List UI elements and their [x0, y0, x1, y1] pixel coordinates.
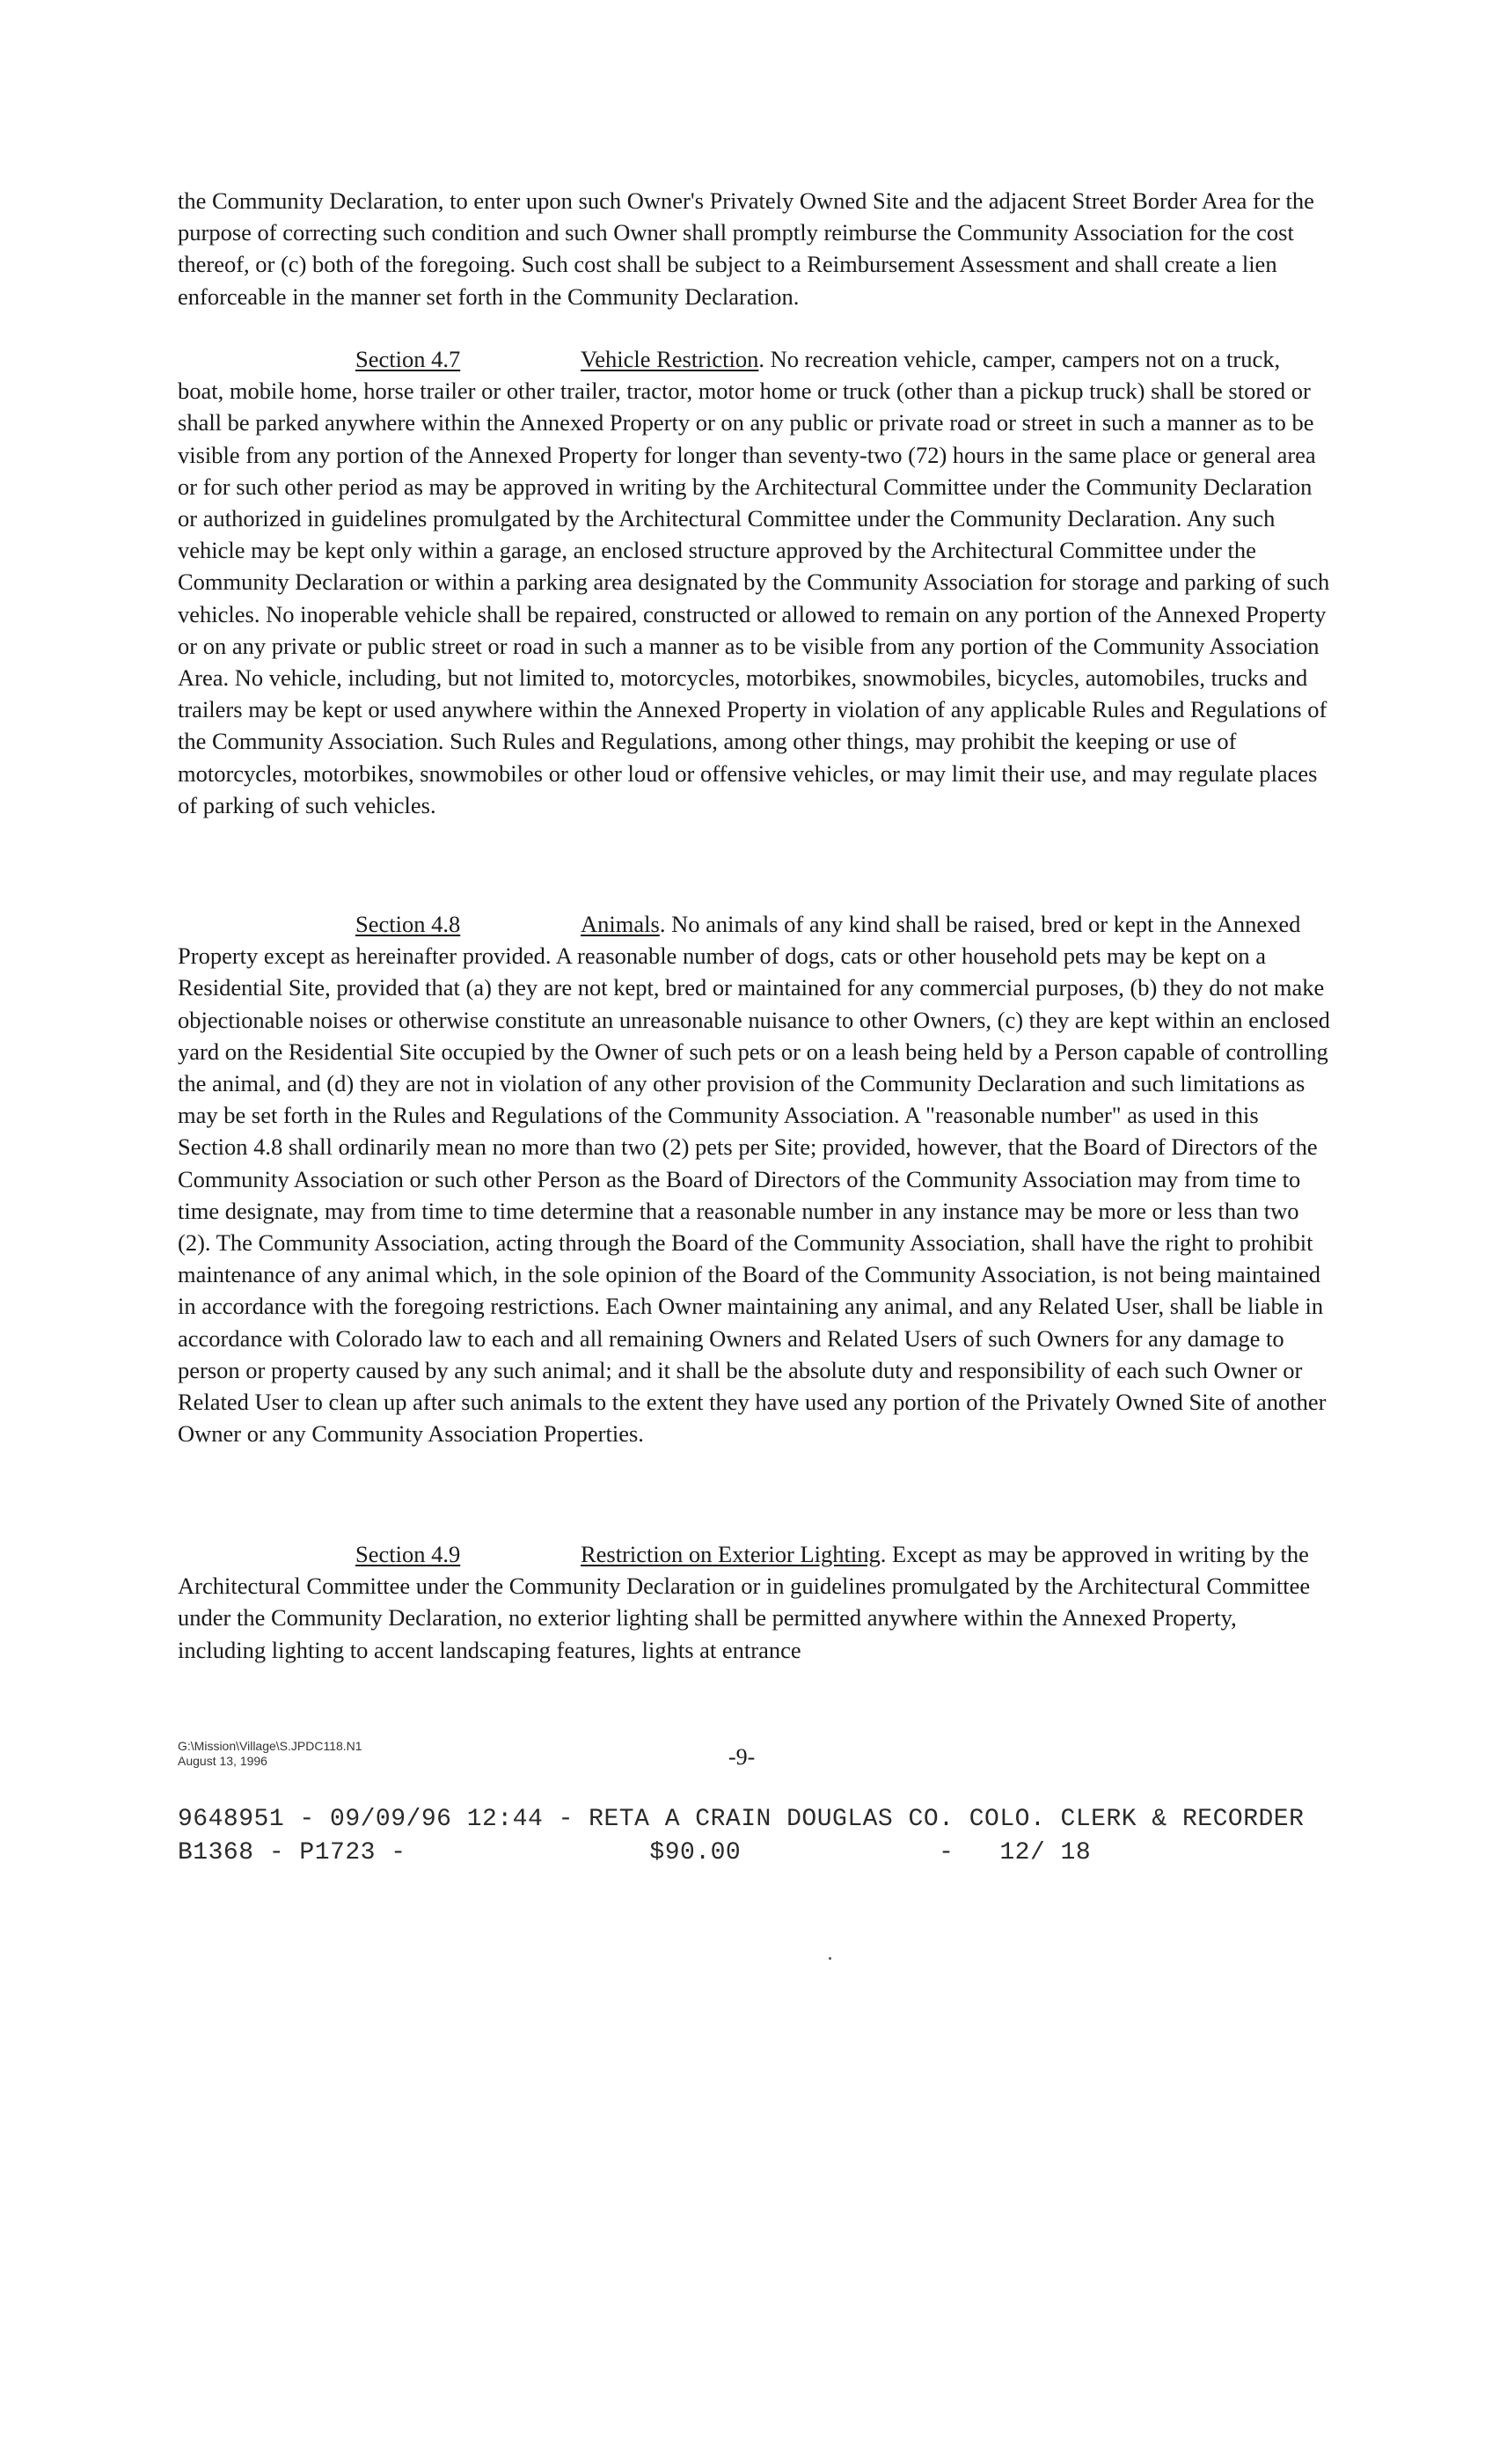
- intro-paragraph: the Community Declaration, to enter upon such Owner's Privately Owned Site and the adjacent Street Border Area for the purpose of correcting such condition and such Owner shall promptly reimburse the Community Association for the cost thereof, or (c) both of the foregoing. Such cost shall be subject to a Reimbursement Assessment and shall create a lien enforceable in the manner set forth in the Community Declaration.: [178, 187, 1314, 310]
- scan-speck: [829, 1957, 831, 1960]
- section-4-7-title: Vehicle Restriction: [581, 346, 759, 372]
- recorder-stamp-line-2: B1368 - P1723 - $90.00 - 12/ 18: [178, 1839, 1092, 1866]
- section-4-8-title: Animals: [581, 911, 660, 937]
- footer-file-info: [178, 1739, 362, 1769]
- page-number: -9-: [728, 1744, 756, 1770]
- section-4-7-number: Section 4.7: [355, 346, 461, 372]
- section-4-9-text: . Except as may be approved in writing by the Architectural Committee under the Community Declaration or in guidelines promulgated by the Architectural Committee under the Community Declaration, no exterior lighting shall be permitted anywhere within the Annexed Property, including lighting to accent landscaping features, lights at entrance: [178, 1541, 1311, 1663]
- footer-date: August 13, 1996: [178, 1754, 267, 1768]
- section-4-9-number: Section 4.9: [355, 1541, 461, 1567]
- footer-file-path: G:\Mission\Village\S.JPDC118.N1: [178, 1739, 362, 1753]
- section-4-8-paragraph: [178, 908, 1330, 1449]
- section-4-8-number: Section 4.8: [355, 911, 461, 937]
- section-4-9-paragraph: [178, 1538, 1330, 1666]
- section-4-7-paragraph: [178, 343, 1330, 821]
- section-4-8-text: . No animals of any kind shall be raised, bred or kept in the Annexed Property except as hereinafter provided. A reasonable number of dogs, cats or other household pets may be kept on a Residential Site, provided that (a) they are not kept, bred or maintained for any commercial purposes, (b) they do not make objectionable noises or otherwise constitute an unreasonable nuisance to other Owners, (c) they are kept within an enclosed yard on the Residential Site occupied by the Owner of such pets or on a leash being held by a Person capable of controlling the animal, and (d) they are not in violation of any other provision of the Community Declaration and such limitations as may be set forth in the Rules and Regulations of the Community Association. A "reasonable number" as used in this Section 4.8 shall ordinarily mean no more than two (2) pets per Site; provided, however, that the Board of Directors of the Community Association or such other Person as the Board of Directors of the Community Association may from time to time designate, may from time to time determine that a reasonable number in any instance may be more or less than two (2). The Community Association, acting through the Board of the Community Association, shall have the right to prohibit maintenance of any animal which, in the sole opinion of the Board of the Community Association, is not being maintained in accordance with the foregoing restrictions. Each Owner maintaining any animal, and any Related User, shall be liable in accordance with Colorado law to each and all remaining Owners and Related Users of such Owners for any damage to person or property caused by any such animal; and it shall be the absolute duty and responsibility of each such Owner or Related User to clean up after such animals to the extent they have used any portion of the Privately Owned Site of another Owner or any Community Association Properties.: [178, 911, 1330, 1448]
- recorder-stamp-line-1: 9648951 - 09/09/96 12:44 - RETA A CRAIN DOUGLAS CO. COLO. CLERK & RECORDER: [178, 1806, 1305, 1833]
- section-4-9-title: Restriction on Exterior Lighting: [581, 1541, 881, 1567]
- section-4-7-text: . No recreation vehicle, camper, campers not on a truck, boat, mobile home, horse trailer or other trailer, tractor, motor home or truck (other than a pickup truck) shall be stored or shall be parked anywhere within the Annexed Property or on any public or private road or street in such a manner as to be visible from any portion of the Annexed Property for longer than seventy-two (72) hours in the same place or general area or for such other period as may be approved in writing by the Architectural Committee under the Community Declaration or authorized in guidelines promulgated by the Architectural Committee under the Community Declaration. Any such vehicle may be kept only within a garage, an enclosed structure approved by the Architectural Committee under the Community Declaration or within a parking area designated by the Community Association for storage and parking of such vehicles. No inoperable vehicle shall be repaired, constructed or allowed to remain on any portion of the Annexed Property or on any private or public street or road in such a manner as to be visible from any portion of the Community Association Area. No vehicle, including, but not limited to, motorcycles, motorbikes, snowmobiles, bicycles, automobiles, trucks and trailers may be kept or used anywhere within the Annexed Property in violation of any applicable Rules and Regulations of the Community Association. Such Rules and Regulations, among other things, may prohibit the keeping or use of motorcycles, motorbikes, snowmobiles or other loud or offensive vehicles, or may limit their use, and may regulate places of parking of such vehicles.: [178, 346, 1330, 818]
